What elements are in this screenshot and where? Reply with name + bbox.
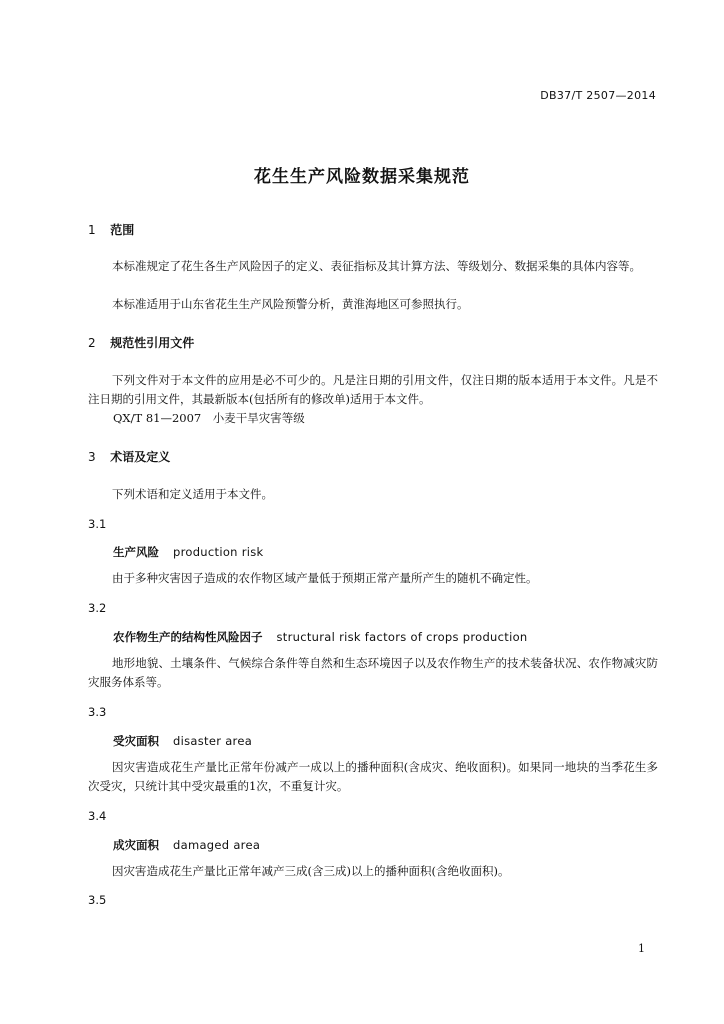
term-english: structural risk factors of crops production xyxy=(276,630,528,644)
document-title: 花生生产风险数据采集规范 xyxy=(254,167,470,187)
term-chinese: 农作物生产的结构性风险因子 xyxy=(113,630,263,644)
section-2-heading xyxy=(88,334,194,351)
term-definition: 因灾害造成花生产量比正常年减产三成(含三成)以上的播种面积(含绝收面积)。 xyxy=(112,864,510,878)
section-number: 3 xyxy=(88,450,96,464)
section-3-intro: 下列术语和定义适用于本文件。 xyxy=(112,487,273,501)
term-number: 3.3 xyxy=(88,705,107,719)
term-number: 3.5 xyxy=(88,893,107,907)
term-chinese: 成灾面积 xyxy=(113,838,159,852)
term-number: 3.1 xyxy=(88,517,107,531)
term-definition: 因灾害造成花生产量比正常年份减产一成以上的播种面积(含成灾、绝收面积)。如果同一地块的当季花生多次受灾，只统计其中受灾最重的1次，不重复计灾。 xyxy=(88,760,658,793)
term-heading xyxy=(113,629,528,645)
term-definition: 地形地貌、土壤条件、气候综合条件等自然和生态环境因子以及农作物生产的技术装备状况、农作物减灾防灾服务体系等。 xyxy=(88,656,658,689)
term-heading xyxy=(113,733,252,749)
term-heading xyxy=(113,837,260,853)
term-definition: 由于多种灾害因子造成的农作物区域产量低于预期正常产量所产生的随机不确定性。 xyxy=(112,571,538,585)
term-english: production risk xyxy=(173,545,264,559)
section-number: 1 xyxy=(88,223,96,237)
section-number: 2 xyxy=(88,336,96,350)
section-1-heading xyxy=(88,221,134,238)
section-1-paragraph-2: 本标准适用于山东省花生生产风险预警分析，黄淮海地区可参照执行。 xyxy=(112,297,469,311)
term-chinese: 受灾面积 xyxy=(113,734,159,748)
section-2-paragraph-1: 下列文件对于本文件的应用是必不可少的。凡是注日期的引用文件，仅注日期的版本适用于本文件。凡是不注日期的引用文件，其最新版本(包括所有的修改单)适用于本文件。 xyxy=(88,373,658,406)
standard-code: DB37/T 2507—2014 xyxy=(540,89,656,102)
section-title: 范围 xyxy=(110,223,135,237)
term-heading xyxy=(113,544,263,560)
term-number: 3.4 xyxy=(88,809,107,823)
page-number: 1 xyxy=(638,942,645,955)
term-number: 3.2 xyxy=(88,601,107,615)
term-english: disaster area xyxy=(173,734,253,748)
section-1-paragraph-1: 本标准规定了花生各生产风险因子的定义、表征指标及其计算方法、等级划分、数据采集的具体内容等。 xyxy=(112,259,641,273)
section-3-heading xyxy=(88,448,170,465)
term-chinese: 生产风险 xyxy=(113,545,159,559)
normative-reference: QX/T 81—2007 小麦干旱灾害等级 xyxy=(113,411,305,425)
section-title: 术语及定义 xyxy=(110,450,171,464)
section-title: 规范性引用文件 xyxy=(110,336,195,350)
term-english: damaged area xyxy=(173,838,261,852)
